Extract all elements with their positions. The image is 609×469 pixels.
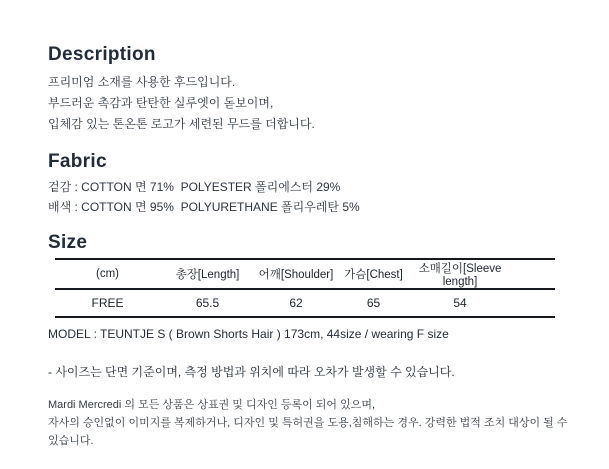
size-table-value-cell: 65: [366, 296, 381, 310]
size-table-row: [55, 289, 555, 317]
fabric-text-line: 겉감 : COTTON 면 71% POLYESTER 폴리에스터 29%: [48, 180, 341, 194]
size-heading: Size: [48, 232, 88, 253]
description-section: [48, 44, 569, 135]
size-table-header-cell: 어깨[Shoulder]: [258, 269, 334, 281]
description-text-line: 입체감 있는 톤온톤 로고가 세련된 무드를 더합니다.: [48, 117, 315, 131]
size-table-value-cell: FREE: [91, 296, 124, 310]
size-table-value-cell: 54: [453, 296, 467, 310]
legal-notice-line: 자사의 승인없이 이미지를 복제하거나, 디자인 및 특허권을 도용,침해하는 경우. 강력한 법적 조치 대상이 될 수 있습니다.: [48, 417, 568, 447]
legal-notice-line: Mardi Mercredi 의 모든 상품은 상표권 및 디자인 등록이 되어 있으며,: [48, 399, 376, 411]
size-table-value-cell: 62: [289, 296, 303, 310]
fabric-heading: Fabric: [48, 151, 107, 172]
size-note-line: - 사이즈는 단면 기준이며, 측정 방법과 위치에 따라 오차가 발생할 수 있습니다.: [48, 365, 455, 379]
fabric-text-line: 배색 : COTTON 면 95% POLYURETHANE 폴리우레탄 5%: [48, 200, 360, 214]
description-heading: Description: [48, 44, 156, 65]
description-text-line: 프리미엄 소재를 사용한 후드입니다.: [48, 75, 236, 89]
size-table-header-cell: 총장[Length]: [175, 269, 240, 281]
legal-notice-section: [48, 396, 569, 450]
description-text-line: 부드러운 촉감과 탄탄한 실루엣이 돋보이며,: [48, 96, 274, 110]
fabric-section: [48, 151, 569, 217]
size-table: [55, 258, 555, 318]
size-section: [48, 232, 569, 380]
size-table-header-cell: 소매길이[Sleeve length]: [418, 263, 502, 288]
size-table-value-cell: 65.5: [195, 296, 220, 310]
size-table-header-cell: (cm): [96, 268, 119, 280]
size-table-header-cell: 가슴[Chest]: [344, 269, 403, 281]
size-table-header-row: [55, 259, 555, 289]
model-info-line: MODEL : TEUNTJE S ( Brown Shorts Hair ) 173cm, 44size / wearing F size: [48, 327, 449, 341]
